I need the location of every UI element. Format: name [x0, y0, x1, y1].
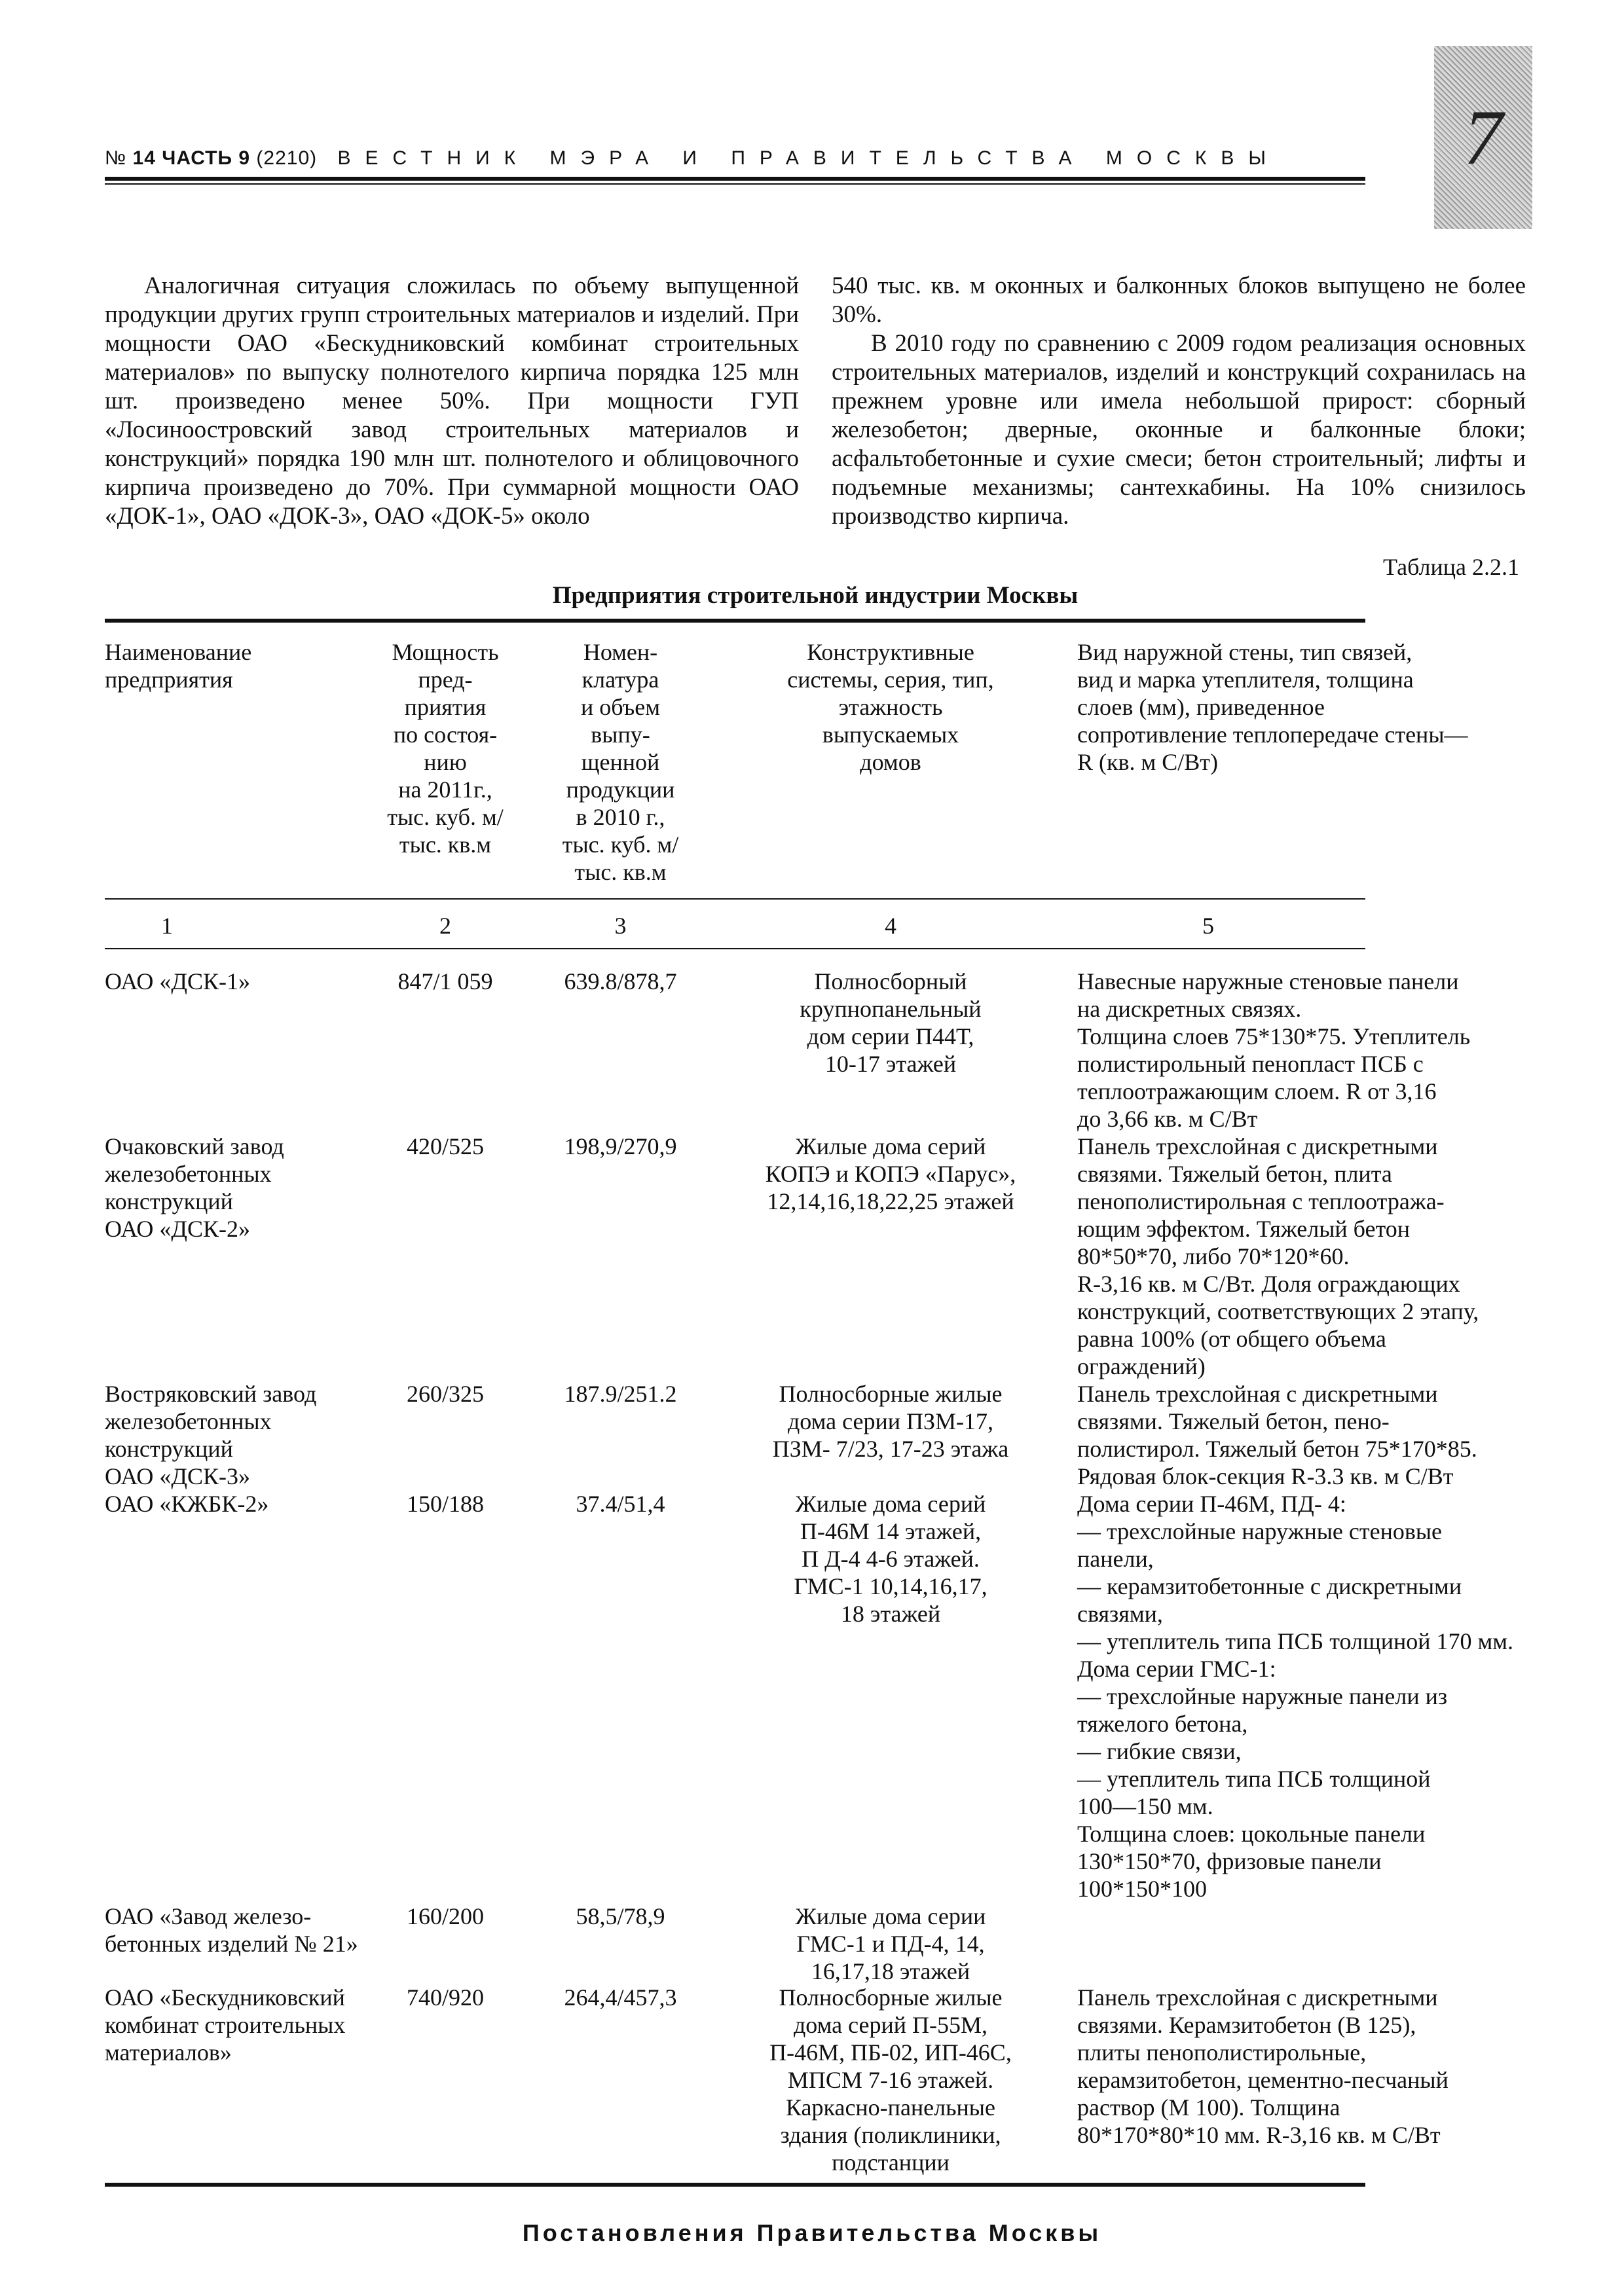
column-number: 5 — [1202, 913, 1214, 939]
table-bottom-rule — [105, 2183, 1365, 2187]
row-wall: Панель трехслойная с дискретными связями. Тяжелый бетон, плита пенополистирольная с теплоотража- ющим эффектом. Тяжелый бетон 80*50*70, либо 70*120*60. R-3,16 кв. м С/Вт. Доля ограждающих конструкций, соответствующих 2 этапу, равна 100% (от общего объема ограждений) — [1077, 1133, 1479, 1379]
header-cell-output: Номен- клатура и объем выпу- щенной продукции в 2010 г., тыс. куб. м/ тыс. кв.м — [562, 639, 679, 885]
header-bottom-rule — [105, 898, 1365, 900]
page-footer: Постановления Правительства Москвы — [522, 2219, 1102, 2246]
row-systems: Полносборный крупнопанельный дом серии П44Т, 10-17 этажей — [800, 968, 982, 1077]
row-company-name: ОАО «КЖБК-2» — [105, 1491, 269, 1517]
part-label: ЧАСТЬ 9 — [162, 147, 251, 169]
column-number: 4 — [885, 913, 896, 939]
row-capacity: 160/200 — [406, 1903, 484, 1929]
row-systems: Жилые дома серии ГМС-1 и ПД-4, 14, 16,17,18 этажей — [795, 1903, 986, 1984]
header-cell-capacity: Мощность пред- приятия по состоя- нию на 2011г., тыс. куб. м/ тыс. кв.м — [387, 639, 504, 858]
issue-prefix: № — [105, 147, 127, 169]
row-company-name: Очаковский завод железобетонных конструкций ОАО «ДСК-2» — [105, 1133, 284, 1242]
issue-number: 14 — [132, 147, 156, 169]
row-company-name: Востряковский завод железобетонных конструкций ОАО «ДСК-3» — [105, 1381, 317, 1489]
row-capacity: 740/920 — [406, 1984, 484, 2011]
publication-name: ВЕСТНИК МЭРА И ПРАВИТЕЛЬСТВА МОСКВЫ — [337, 147, 1280, 169]
row-capacity: 150/188 — [406, 1491, 484, 1517]
table-title: Предприятия строительной индустрии Москвы — [552, 582, 1079, 609]
intro-right-paragraph: В 2010 году по сравнению с 2009 годом реализация основных строительных материалов, изделий и конструкций сохранилась на прежнем уровне или имела небольшой прирост: сборный железобетон; дверные, оконные и балконные блоки; асфальтобетонные и сухие смеси; бетон строительный; лифты и подъемные механизмы; сантехкабины. На 10% снизилось производство кирпича. — [832, 330, 1526, 530]
running-header — [105, 147, 1362, 170]
row-capacity: 847/1 059 — [397, 968, 493, 994]
intro-right-column — [832, 272, 1526, 531]
intro-left-column — [105, 272, 799, 531]
column-number: 2 — [439, 913, 451, 939]
column-number: 1 — [161, 913, 173, 939]
header-cell-name: Наименование предприятия — [105, 639, 252, 693]
serial-number: (2210) — [256, 147, 318, 169]
header-rule — [105, 177, 1365, 181]
row-company-name: ОАО «Бескудниковский комбинат строительных материалов» — [105, 1984, 346, 2066]
row-wall: Навесные наружные стеновые панели на дискретных связях. Толщина слоев 75*130*75. Утеплитель полистирольный пенопласт ПСБ с теплоотражающим слоем. R от 3,16 до 3,66 кв. м С/Вт — [1077, 968, 1471, 1132]
row-output: 639.8/878,7 — [564, 968, 677, 994]
row-output: 198,9/270,9 — [564, 1133, 677, 1159]
row-wall: Панель трехслойная с дискретными связями. Тяжелый бетон, пено- полистирол. Тяжелый бетон 75*170*85. Рядовая блок-секция R-3.3 кв. м С/Вт — [1077, 1381, 1477, 1489]
row-systems: Жилые дома серий КОПЭ и КОПЭ «Парус», 12,14,16,18,22,25 этажей — [765, 1133, 1016, 1214]
row-systems: Жилые дома серий П-46М 14 этажей, П Д-4 4-6 этажей. ГМС-1 10,14,16,17, 18 этажей — [794, 1491, 987, 1627]
intro-right-continuation: 540 тыс. кв. м оконных и балконных блоков выпущено не более 30%. — [832, 272, 1526, 328]
row-company-name: ОАО «Завод железо- бетонных изделий № 21» — [105, 1903, 358, 1957]
intro-left-paragraph: Аналогичная ситуация сложилась по объему выпущенной продукции других групп строительных материалов и изделий. При мощности ОАО «Бескудниковский комбинат строительных материалов» по выпуску полнотелого кирпича порядка 125 млн шт. произведено менее 50%. При мощности ГУП «Лосиноостровский завод строительных материалов и конструкций» порядка 190 млн шт. полнотелого и облицовочного кирпича произведено до 70%. При суммарной мощности ОАО «ДОК-1», ОАО «ДОК-3», ОАО «ДОК-5» около — [105, 272, 799, 530]
column-number: 3 — [614, 913, 627, 939]
row-output: 58,5/78,9 — [576, 1903, 665, 1929]
table-top-rule — [105, 619, 1365, 623]
row-output: 264,4/457,3 — [564, 1984, 677, 2011]
row-output: 187.9/251.2 — [564, 1381, 677, 1407]
header-rule-thin — [105, 183, 1365, 185]
row-systems: Полносборные жилые дома серии ПЗМ-17, ПЗМ- 7/23, 17-23 этажа — [772, 1381, 1009, 1462]
row-output: 37.4/51,4 — [576, 1491, 665, 1517]
row-wall: Панель трехслойная с дискретными связями. Керамзитобетон (В 125), плиты пенополистирольные, керамзитобетон, цементно-песчаный раствор (М 100). Толщина 80*170*80*10 мм. R-3,16 кв. м С/Вт — [1077, 1984, 1449, 2148]
row-capacity: 260/325 — [406, 1381, 484, 1407]
row-company-name: ОАО «ДСК-1» — [105, 968, 250, 994]
numbers-bottom-rule — [105, 948, 1365, 949]
row-wall: Дома серии П-46М, ПД- 4: — трехслойные наружные стеновые панели, — керамзитобетонные с дискретными связями, — утеплитель типа ПСБ толщиной 170 мм. Дома серии ГМС-1: — трехслойные наружные панели из тяжелого бетона, — гибкие связи, — утеплитель типа ПСБ толщиной 100—150 мм. Толщина слоев: цокольные панели 130*150*70, фризовые панели 100*150*100 — [1077, 1491, 1514, 1902]
row-systems: Полносборные жилые дома серий П-55М, П-46М, ПБ-02, ИП-46С, МПСМ 7-16 этажей. Каркасно-панельные здания (поликлиники, подстанции — [769, 1984, 1012, 2176]
page-number: 7 — [1464, 94, 1503, 181]
header-cell-systems: Конструктивные системы, серия, тип, этажность выпускаемых домов — [787, 639, 994, 775]
table-label: Таблица 2.2.1 — [1383, 554, 1519, 580]
page-number-badge — [1434, 46, 1532, 229]
header-cell-wall: Вид наружной стены, тип связей, вид и марка утеплителя, толщина слоев (мм), приведенное сопротивление теплопередаче стены— R (кв. м С/Вт) — [1077, 639, 1468, 775]
row-capacity: 420/525 — [406, 1133, 484, 1159]
